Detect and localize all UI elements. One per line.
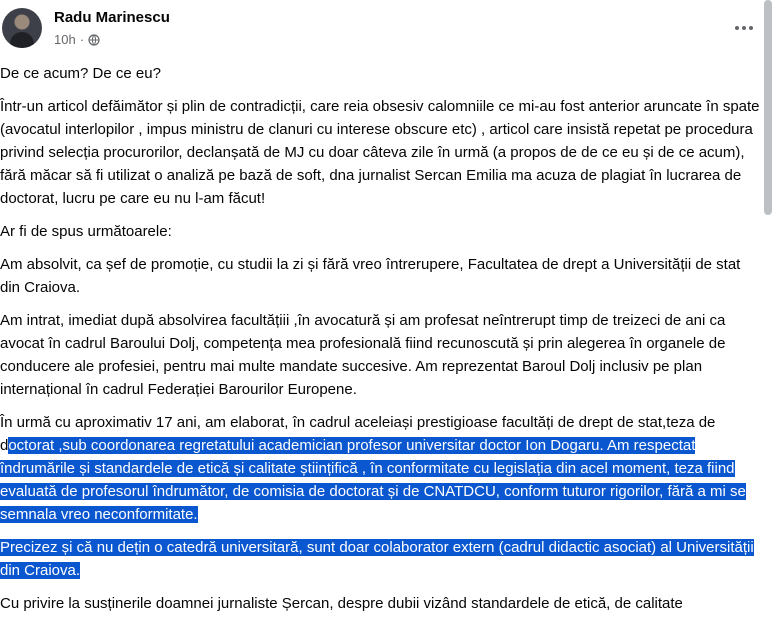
post-header xyxy=(0,0,777,60)
post-paragraph: Am absolvit, ca șef de promoție, cu studii la zi și fără vreo întrerupere, Facultatea de drept a Universității de stat din Craiova. xyxy=(0,256,741,296)
globe-icon xyxy=(88,34,100,46)
post-paragraph: Cu privire la susținerile doamnei jurnaliste Șercan, despre dubii vizând standardele de etică, de calitate xyxy=(0,595,683,612)
post-paragraph xyxy=(0,411,760,526)
post-meta: 10h · xyxy=(54,32,100,47)
selected-text: octorat ,sub coordonarea regretatului academician profesor universitar doctor Ion Dogaru. Am respectat îndrumările și standardele de etică și calitate științifică , în conformitate cu legislația din acel moment, teza fiind evaluată de profesorul îndrumător, de comisia de doctorat și de CNATDCU, conform tuturor rigorilor, fără a mi se semnala vreo neconformitate. xyxy=(0,437,746,523)
post-body xyxy=(0,62,760,625)
author-avatar[interactable] xyxy=(2,8,42,48)
author-name[interactable]: Radu Marinescu xyxy=(54,9,170,26)
more-options-icon[interactable] xyxy=(730,14,758,42)
post-paragraph xyxy=(0,536,760,582)
selected-text: Precizez și că nu dețin o catedră universitară, sunt doar colaborator extern (cadrul didactic asociat) al Universității din Craiova. xyxy=(0,539,754,579)
post-paragraph: De ce acum? De ce eu? xyxy=(0,65,161,82)
scrollbar[interactable] xyxy=(764,0,772,215)
post-paragraph: Ar fi de spus următoarele: xyxy=(0,223,172,240)
post-time[interactable]: 10h xyxy=(54,32,76,47)
paragraph-text: În urmă cu aproximativ 17 ani, am elaborat, în cadrul aceleiași prestigioase facultăți de drept de stat,teza de d xyxy=(0,414,716,454)
post-paragraph: Într-un articol defăimător și plin de contradicții, care reia obsesiv calomniile ce mi-au fost anterior aruncate în spate (avocatul interlopilor , impus ministru de clanuri cu interese obscure etc) , articol care insistă repetat pe procedura privind selecția procurorilor, declanșată de MJ cu doar câteva zile în urmă (a propos de de ce eu și de ce acum), fără măcar să fi utilizat o analiză pe bază de soft, dna jurnalist Sercan Emilia ma acuza de plagiat în lucrarea de doctorat, lucru pe care eu nu l-am făcut! xyxy=(0,98,760,207)
post-paragraph: Am intrat, imediat după absolvirea facultățiii ,în avocatură și am profesat neîntrerupt timp de treizeci de ani ca avocat în cadrul Baroului Dolj, competența mea profesională fiind recunoscută și prin alegerea în organele de conducere ale profesiei, pentru mai multe mandate succesive. Am reprezentat Baroul Dolj inclusiv pe plan internațional în cadrul Federației Barourilor Europene. xyxy=(0,312,726,398)
